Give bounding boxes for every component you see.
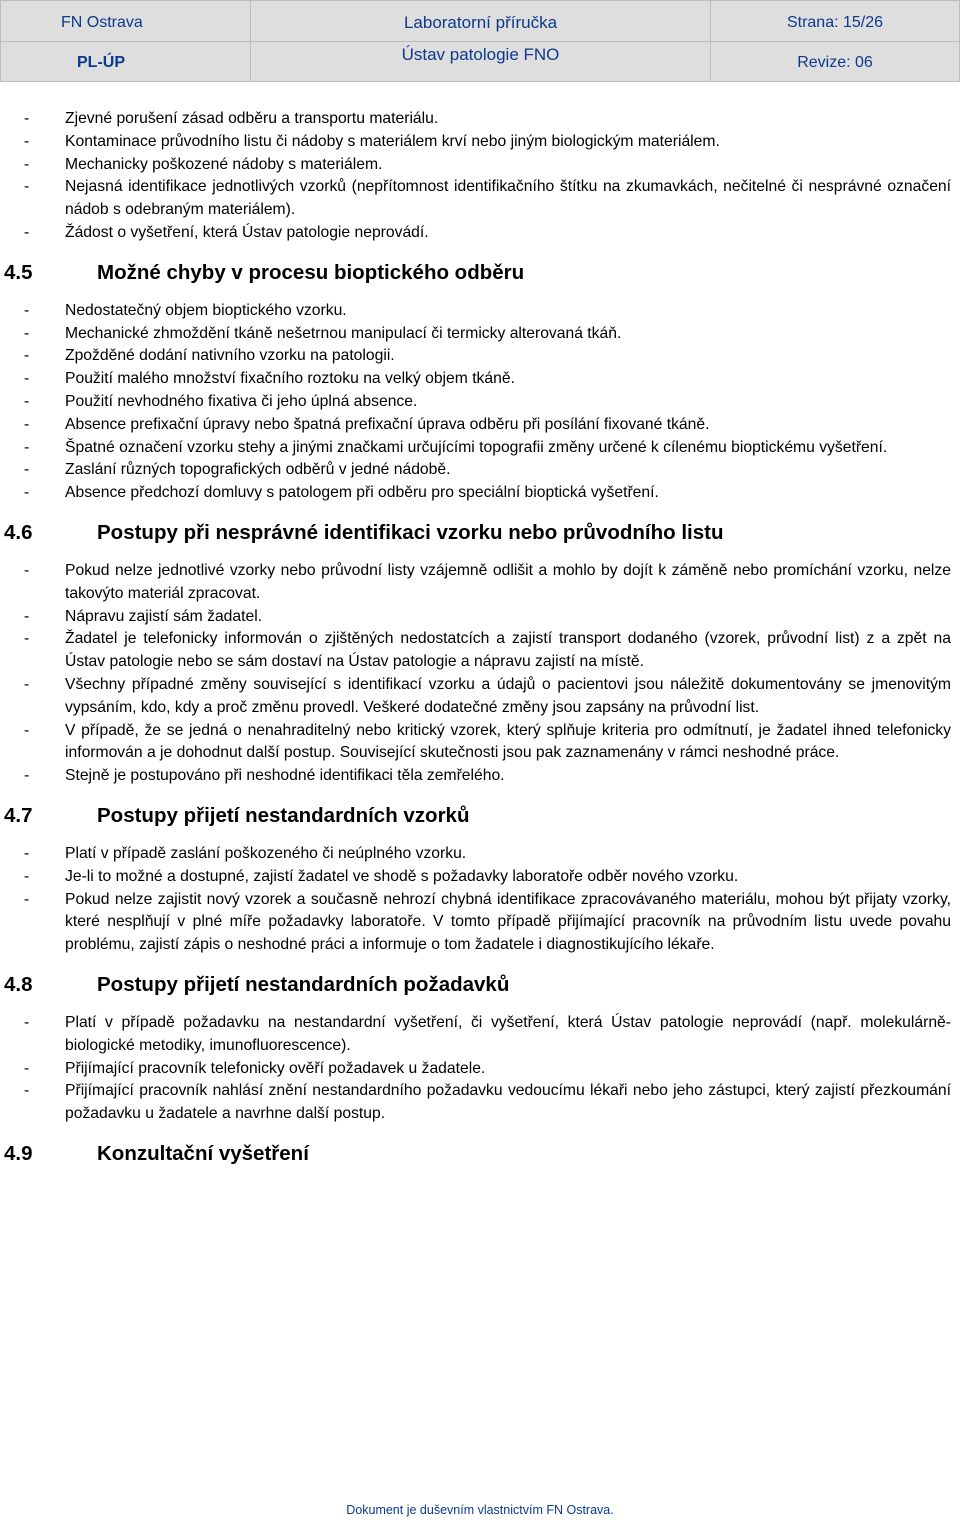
list-item <box>24 222 951 245</box>
list-item <box>24 1058 951 1081</box>
section-number: 4.9 <box>4 1141 33 1165</box>
header-title: Laboratorní příručka <box>403 13 558 32</box>
section-number: 4.6 <box>4 520 33 544</box>
list-dash: - <box>24 844 30 862</box>
list-item <box>24 866 951 889</box>
list-dash: - <box>24 461 30 479</box>
header-dept: PL-ÚP <box>77 54 125 71</box>
list-item-text: Pokud nelze zajistit nový vzorek a současně nehrozí chybná identifikace zpracovávaného materiálu, mohou být přijaty vzorky, které nesplňují v plné míře požadavky laboratoře. V tomto případě přijímající pracovník na průvodním listu uvede povahu problému, zajistí zápis o neshodné práci a informuje o tom žadatele i diagnostikujícího lékaře. <box>65 890 951 954</box>
section-heading <box>4 520 951 546</box>
list-dash: - <box>24 155 30 173</box>
document-footer: Dokument je duševním vlastnictvím FN Ostrava. <box>346 1503 614 1517</box>
list-item-text: Mechanicky poškozené nádoby s materiálem. <box>65 155 383 173</box>
list-item-text: Absence předchozí domluvy s patologem při odběru pro speciální bioptická vyšetření. <box>65 484 659 502</box>
list-item <box>24 345 951 368</box>
list-item <box>24 108 951 131</box>
list-dash: - <box>24 110 30 127</box>
header-revision: Revize: 06 <box>797 54 873 71</box>
section-heading <box>4 260 951 286</box>
list-item-text: Nedostatečný objem bioptického vzorku. <box>65 301 347 319</box>
list-item <box>24 628 951 674</box>
list-item-text: Použití nevhodného fixativa či jeho úplná absence. <box>65 392 418 410</box>
list-item-text: Špatné označení vzorku stehy a jinými značkami určujícími topografii změny určené k cílenému bioptickému vyšetření. <box>65 438 888 456</box>
list-item-text: Žádost o vyšetření, která Ústav patologie neprovádí. <box>65 223 429 241</box>
section-title: Postupy při nesprávné identifikaci vzorku nebo průvodního listu <box>97 520 724 544</box>
list-item-text: Žadatel je telefonicky informován o zjištěných nedostatcích a zajistí transport dodaného (vzorek, průvodní list) z a zpět na Ústav patologie nebo se sám dostaví na Ústav patologie a nápravu zajistí na místě. <box>65 630 951 671</box>
list-item-text: Je-li to možné a dostupné, zajistí žadatel ve shodě s požadavky laboratoře odběr nového vzorku. <box>65 867 739 885</box>
list-item-text: Použití malého množství fixačního roztoku na velký objem tkáně. <box>65 370 515 388</box>
list-item-text: Zjevné porušení zásad odběru a transportu materiálu. <box>65 110 439 127</box>
section-heading <box>4 972 951 998</box>
list-item-text: Platí v případě zaslání poškozeného či neúplného vzorku. <box>65 844 467 862</box>
list-item-text: Přijímající pracovník nahlásí znění nestandardního požadavku vedoucímu lékaři nebo jeho zástupci, který zajistí přezkoumání požadavku u žadatele a navrhne další postup. <box>65 1082 951 1123</box>
list-item-text: Absence prefixační úpravy nebo špatná prefixační úprava odběru při posílání fixované tkáně. <box>65 415 710 433</box>
list-item <box>24 414 951 437</box>
list-item-text: Nápravu zajistí sám žadatel. <box>65 607 263 625</box>
list-dash: - <box>24 324 30 342</box>
list-item-text: Stejně je postupováno při neshodné identifikaci těla zemřelého. <box>65 767 505 785</box>
list-item <box>24 368 951 391</box>
list-dash: - <box>24 767 30 785</box>
list-dash: - <box>24 370 30 388</box>
list-dash: - <box>24 675 30 693</box>
list-item-text: Kontaminace průvodního listu či nádoby s materiálem krví nebo jiným biologickým materiálem. <box>65 132 720 150</box>
header-subtitle: Ústav patologie FNO <box>401 45 560 64</box>
list-item-text: V případě, že se jedná o nenahraditelný nebo kritický vzorek, který splňuje kriteria pro odmítnutí, je žadatel ihned telefonicky informován a je dohodnut další postup. Související skutečnosti jsou pak zaznamenány v rámci neshodné práce. <box>65 721 951 762</box>
list-item <box>24 131 951 154</box>
list-item <box>24 323 951 346</box>
section-number: 4.5 <box>4 260 33 284</box>
header-page: Strana: 15/26 <box>786 14 884 31</box>
list-item-text: Zpožděné dodání nativního vzorku na patologii. <box>65 347 395 365</box>
list-dash: - <box>24 867 30 885</box>
list-dash: - <box>24 301 30 319</box>
list-dash: - <box>24 415 30 433</box>
header-org: FN Ostrava <box>61 14 143 31</box>
list-item <box>24 843 951 866</box>
document-header <box>0 0 960 82</box>
document-body <box>4 108 951 1181</box>
list-item-text: Nejasná identifikace jednotlivých vzorků (nepřítomnost identifikačního štítku na zkumavkách, nečitelné či nesprávné označení nádob s odebraným materiálem). <box>65 178 951 219</box>
list-item-text: Všechny případné změny související s identifikací vzorku a údajů o pacientovi jsou náležitě dokumentovány se jmenovitým vypsáním, kdo, kdy a proč změnu provedl. Veškeré dodatečné změny jsou zapsány na průvodní list. <box>65 675 951 716</box>
list-dash: - <box>24 392 30 410</box>
list-item <box>24 459 951 482</box>
header-row-divider <box>1 41 959 42</box>
list-dash: - <box>24 607 30 625</box>
list-item <box>24 154 951 177</box>
section-title: Možné chyby v procesu bioptického odběru <box>97 260 525 284</box>
list-item <box>24 391 951 414</box>
list-dash: - <box>24 561 30 579</box>
list-item <box>24 720 951 766</box>
list-dash: - <box>24 630 30 648</box>
list-item-text: Pokud nelze jednotlivé vzorky nebo průvodní listy vzájemně odlišit a mohlo by dojít k záměně nebo promíchání vzorku, nelze takovýto materiál zpracovat. <box>65 561 951 602</box>
list-dash: - <box>24 347 30 365</box>
list-dash: - <box>24 132 30 150</box>
list-item <box>24 176 951 222</box>
section-number: 4.8 <box>4 972 33 996</box>
list-item-text: Platí v případě požadavku na nestandardní vyšetření, či vyšetření, která Ústav patologie neprovádí (např. molekulárně-biologické metodiky, imunofluorescence). <box>65 1013 951 1054</box>
list-dash: - <box>24 1082 30 1100</box>
section-number: 4.7 <box>4 803 33 827</box>
list-item <box>24 1012 951 1058</box>
list-item <box>24 300 951 323</box>
list-dash: - <box>24 1013 30 1031</box>
list-dash: - <box>24 721 30 739</box>
list-item <box>24 482 951 505</box>
list-item <box>24 889 951 957</box>
list-dash: - <box>24 484 30 502</box>
list-dash: - <box>24 1059 30 1077</box>
list-dash: - <box>24 223 30 241</box>
list-item-text: Mechanické zhmoždění tkáně nešetrnou manipulací či termicky alterovaná tkáň. <box>65 324 622 342</box>
list-dash: - <box>24 890 30 908</box>
list-item-text: Zaslání různých topografických odběrů v jedné nádobě. <box>65 461 451 479</box>
list-item <box>24 606 951 629</box>
section-title: Konzultační vyšetření <box>97 1141 309 1165</box>
list-dash: - <box>24 178 30 196</box>
section-heading <box>4 1141 951 1167</box>
list-item <box>24 560 951 606</box>
list-item <box>24 1080 951 1126</box>
list-item <box>24 765 951 788</box>
section-title: Postupy přijetí nestandardních vzorků <box>97 803 470 827</box>
list-item-text: Přijímající pracovník telefonicky ověří požadavek u žadatele. <box>65 1059 486 1077</box>
section-title: Postupy přijetí nestandardních požadavků <box>97 972 510 996</box>
list-dash: - <box>24 438 30 456</box>
section-heading <box>4 803 951 829</box>
list-item <box>24 674 951 720</box>
list-item <box>24 437 951 460</box>
